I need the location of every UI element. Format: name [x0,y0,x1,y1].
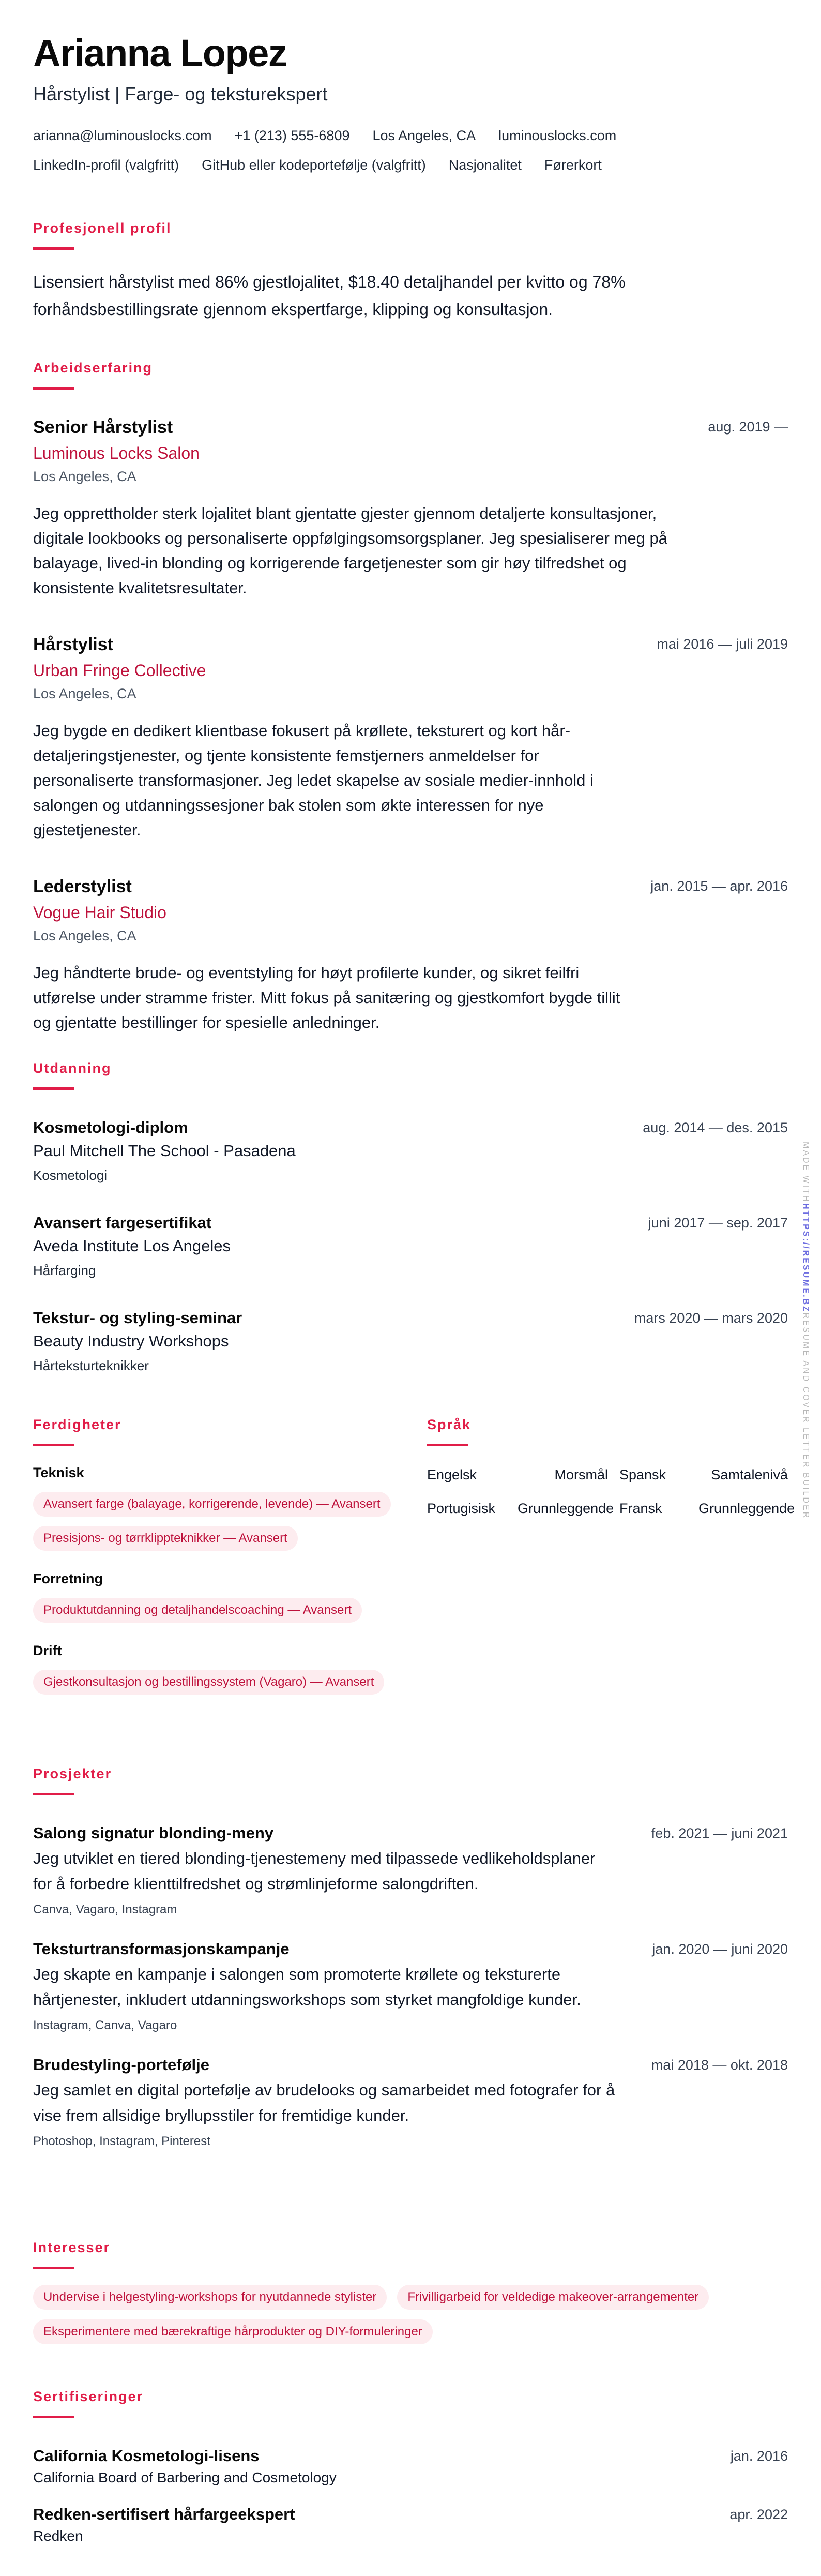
section-divider [33,1087,74,1090]
skill-group-title: Drift [33,1643,62,1658]
project-title: Salong signatur blonding-meny [33,1824,273,1842]
skill-group [33,1464,393,1551]
section-title: Ferdigheter [33,1417,121,1432]
certification-title: Redken-sertifisert hårfargeekspert [33,2505,295,2523]
job-location: Los Angeles, CA [33,928,136,943]
language-name: Engelsk [427,1467,477,1482]
skills-languages-row [33,1416,795,1695]
school-name: Beauty Industry Workshops [33,1332,229,1350]
section-title: Utdanning [33,1060,112,1076]
skill-group [33,1570,393,1623]
contact-email[interactable]: arianna@luminouslocks.com [33,128,212,143]
skill-chip: Presisjons- og tørrklippteknikker — Avansert [33,1526,298,1551]
language-name: Spansk [619,1467,666,1482]
job-title: Lederstylist [33,877,132,896]
skill-group-title: Teknisk [33,1465,84,1480]
contact-linkedin[interactable]: LinkedIn-profil (valgfritt) [33,157,179,173]
language-level: Grunnleggende [518,1501,614,1516]
skill-chips [33,1598,393,1623]
interest-chips [33,2285,788,2344]
job-date: mai 2016 — juli 2019 [657,636,788,652]
job-location: Los Angeles, CA [33,469,136,484]
certification-entry [33,2504,788,2548]
project-tools: Instagram, Canva, Vagaro [33,2018,177,2032]
section-divider [33,2416,74,2418]
section-title: Prosjekter [33,1766,112,1781]
project-title: Brudestyling-portefølje [33,2056,210,2074]
language-level: Morsmål [554,1467,608,1482]
contact-website[interactable]: luminouslocks.com [498,128,617,143]
certification-date: jan. 2016 [730,2448,788,2464]
degree-title: Avansert fargesertifikat [33,1214,212,1232]
language-name: Portugisisk [427,1501,496,1516]
project-title: Teksturtransformasjonskampanje [33,1940,290,1958]
profile-section [33,219,788,323]
experience-section [33,359,788,1035]
interest-chip: Frivilligarbeid for veldedige makeover-arrangementer [397,2285,709,2310]
section-title: Språk [427,1417,472,1432]
skill-chips [33,1492,393,1551]
job-date: jan. 2015 — apr. 2016 [650,878,788,894]
job-title: Senior Hårstylist [33,417,173,437]
degree-title: Kosmetologi-diplom [33,1118,188,1136]
job-description: Jeg bygde en dedikert klientbase fokusert på krøllete, teksturert og kort hår-detaljeringstjenester, og tjente konsistente femstjerners anmeldelser for personaliserte transformasjoner. Jeg ledet skapelse av sosiale medier-innhold i salongen og utdanningssesjoner bak stolen som økte interessen for nye gjestetjenester. [33,722,594,839]
job-entry [33,416,788,601]
section-divider [33,247,74,250]
project-tools: Canva, Vagaro, Instagram [33,1903,177,1916]
project-tools: Photoshop, Instagram, Pinterest [33,2134,210,2148]
field-of-study: Kosmetologi [33,1167,108,1183]
section-title: Arbeidserfaring [33,360,153,376]
skill-chip: Gjestkonsultasjon og bestillingssystem (Vagaro) — Avansert [33,1670,384,1695]
certification-issuer: California Board of Barbering and Cosmetology [33,2469,337,2485]
contact-nationality: Nasjonalitet [448,157,522,173]
project-description: Jeg skapte en kampanje i salongen som promoterte krøllete og teksturerte hårtjenester, inkludert utdanningsworkshops som styrket mangfoldige kunder. [33,1965,581,2009]
project-description: Jeg samlet en digital portefølje av brudelooks og samarbeidet med fotografer for å vise frem allsidige bryllupsstiler for fremtidige kunder. [33,2081,615,2124]
skill-chips [33,1670,393,1695]
section-divider [33,387,74,390]
project-date: feb. 2021 — juni 2021 [651,1825,788,1841]
job-description: Jeg håndterte brude- og eventstyling for høyt profilerte kunder, og sikret feilfri utførelse under stramme frister. Mitt fokus på sanitæring og gjestkomfort bygde tillit og gjentatte bestillinger for spesielle anledninger. [33,964,620,1031]
section-title: Interesser [33,2240,111,2255]
section-divider [427,1444,468,1446]
project-date: jan. 2020 — juni 2020 [652,1941,788,1957]
watermark-suffix: RESUME AND COVER LETTER BUILDER [801,1312,810,1520]
project-description: Jeg utviklet en tiered blonding-tjenestemeny med tilpassede vedlikeholdsplaner for å forbedre klienttilfredshet og strømlinjeforme salongdriften. [33,1849,596,1893]
language-level: Samtalenivå [711,1467,788,1482]
education-section [33,1059,788,1377]
section-title: Profesjonell profil [33,220,172,236]
job-date: aug. 2019 — [708,419,788,435]
job-description: Jeg opprettholder sterk lojalitet blant gjentatte gjester gjennom detaljerte konsultasjoner, digitale lookbooks og personaliserte oppfølgingsomsorgsplaner. Jeg spesialiserer meg på balayage, lived-in blonding og korrigerende fargetjenester som gir høy tilfredshet og konsistente kvalitetsresultater. [33,504,667,597]
job-entry [33,876,788,1035]
contact-license: Førerkort [544,157,602,173]
language-list [427,1466,795,1517]
certification-title: California Kosmetologi-lisens [33,2447,260,2465]
interest-chip: Eksperimentere med bærekraftige hårprodukter og DIY-formuleringer [33,2319,433,2344]
section-title: Sertifiseringer [33,2389,144,2404]
education-entry [33,1117,788,1187]
projects-section [33,1765,788,2151]
job-company: Vogue Hair Studio [33,903,166,922]
skill-group [33,1642,393,1695]
language-level: Grunnleggende [698,1501,795,1516]
skill-group-title: Forretning [33,1571,103,1586]
field-of-study: Hårteksturteknikker [33,1358,149,1373]
candidate-headline: Hårstylist | Farge- og teksturekspert [33,83,328,104]
section-divider [33,2267,74,2269]
education-entry [33,1308,788,1377]
candidate-name: Arianna Lopez [33,32,287,74]
profile-summary: Lisensiert hårstylist med 86% gjestlojalitet, $18.40 detaljhandel per kvitto og 78% forhåndsbestillingsrate gjennom ekspertfarge, klipping og konsultasjon. [33,273,626,319]
job-company: Urban Fringe Collective [33,661,206,680]
language-name: Fransk [619,1501,662,1516]
job-location: Los Angeles, CA [33,686,136,701]
contact-phone[interactable]: +1 (213) 555-6809 [234,128,350,143]
certification-date: apr. 2022 [729,2507,788,2522]
contact-github[interactable]: GitHub eller kodeportefølje (valgfritt) [202,157,426,173]
certification-entry [33,2446,788,2489]
education-date: aug. 2014 — des. 2015 [643,1120,788,1135]
builder-watermark [801,1142,810,1519]
contact-location: Los Angeles, CA [372,128,476,143]
interests-section [33,2239,788,2344]
skills-section [33,1416,393,1695]
watermark-prefix: MADE WITH [801,1142,810,1203]
job-company: Luminous Locks Salon [33,444,200,462]
certification-issuer: Redken [33,2528,83,2544]
contact-list [33,126,705,174]
job-title: Hårstylist [33,635,113,654]
project-entry [33,1939,788,2035]
interest-chip: Undervise i helgestyling-workshops for nyutdannede stylister [33,2285,387,2310]
certifications-section [33,2388,788,2548]
job-entry [33,634,788,843]
project-date: mai 2018 — okt. 2018 [651,2057,788,2073]
section-divider [33,1793,74,1795]
project-entry [33,1823,788,1919]
skill-chip: Produktutdanning og detaljhandelscoaching — Avansert [33,1598,362,1623]
school-name: Paul Mitchell The School - Pasadena [33,1142,296,1160]
section-divider [33,1444,74,1446]
project-entry [33,2055,788,2151]
education-entry [33,1212,788,1282]
skill-chip: Avansert farge (balayage, korrigerende, levende) — Avansert [33,1492,391,1517]
languages-section [427,1416,795,1695]
education-date: juni 2017 — sep. 2017 [648,1215,788,1231]
watermark-link[interactable]: HTTPS://RESUME.BZ [801,1203,810,1313]
degree-title: Tekstur- og styling-seminar [33,1309,242,1327]
school-name: Aveda Institute Los Angeles [33,1237,231,1255]
field-of-study: Hårfarging [33,1263,96,1278]
education-date: mars 2020 — mars 2020 [634,1310,788,1326]
